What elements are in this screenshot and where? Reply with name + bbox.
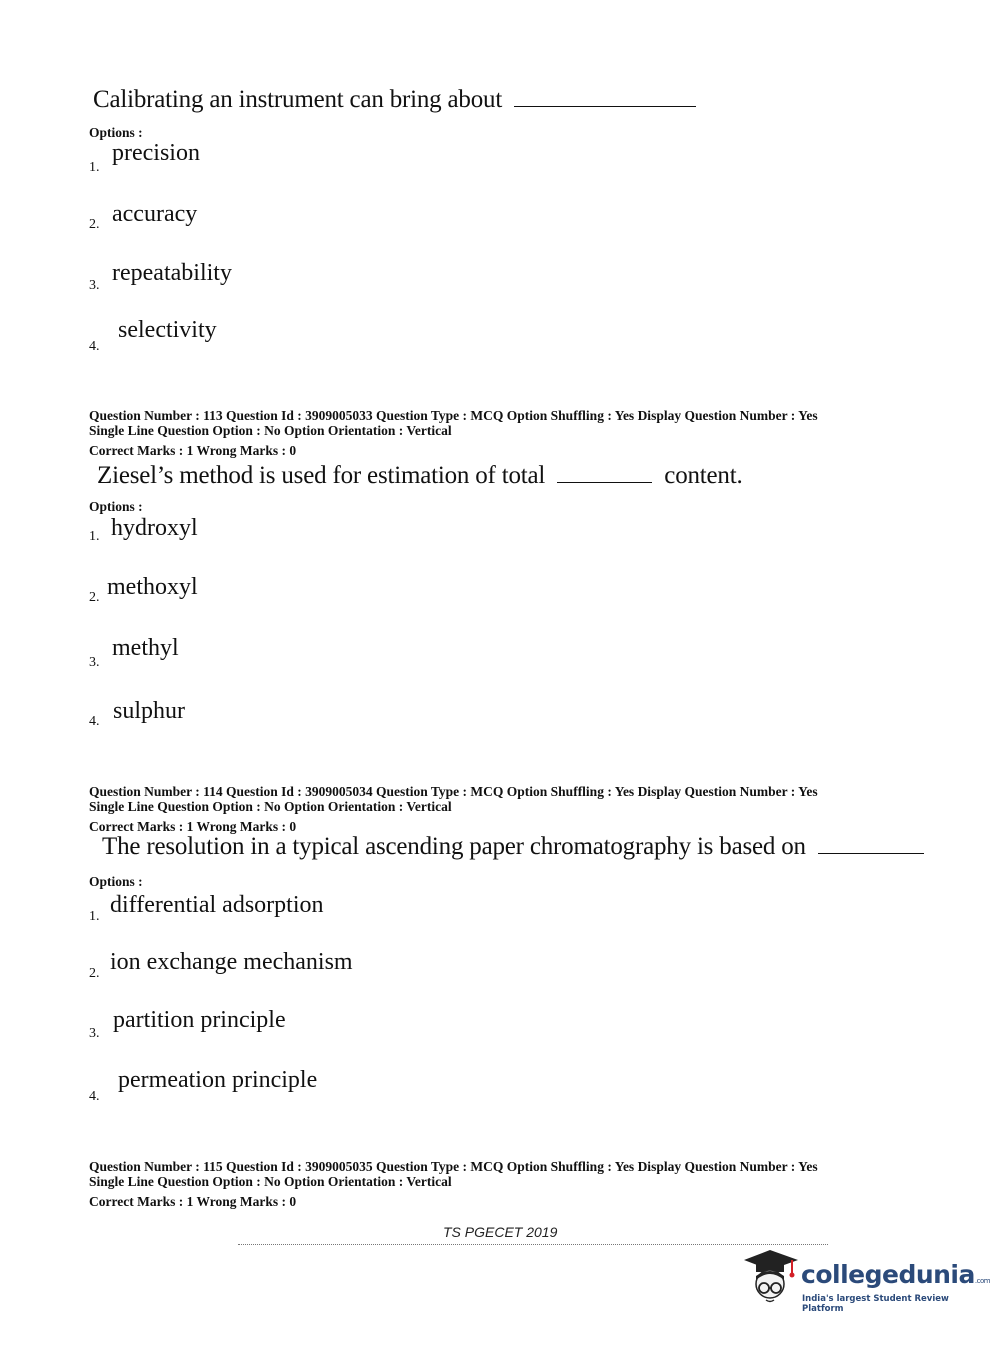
option-number: 2. [89,966,100,981]
option-text: selectivity [118,317,217,343]
option-text: repeatability [112,260,232,286]
option-number: 1. [89,529,100,544]
collegedunia-logo [740,1246,991,1316]
option-text: partition principle [113,1007,286,1033]
option-number: 4. [89,339,100,354]
option-number: 3. [89,1026,100,1041]
question-113-text [97,462,743,490]
option-text: ion exchange mechanism [110,949,353,975]
question-meta-line: Question Number : 113 Question Id : 3909005033 Question Type : MCQ Option Shuffling : Yes Display Question Number : Yes [89,408,818,423]
option-text: hydroxyl [111,515,198,541]
answer-blank [557,481,652,483]
question-115-meta [89,1159,818,1209]
question-113-stem-end: content. [664,462,743,489]
question-meta-line: Single Line Question Option : No Option Orientation : Vertical [89,423,452,438]
marks-line: Correct Marks : 1 Wrong Marks : 0 [89,443,297,458]
option-text: accuracy [112,201,198,227]
option-number: 3. [89,655,100,670]
option-text: permeation principle [118,1067,318,1093]
option-number: 1. [89,909,100,924]
logo-tagline: India's largest Student Review Platform [802,1294,949,1314]
footer-divider [238,1244,828,1245]
options-label: Options : [89,499,143,514]
logo-wordmark [801,1260,990,1289]
question-meta-line: Question Number : 115 Question Id : 3909005035 Question Type : MCQ Option Shuffling : Yes Display Question Number : Yes [89,1159,818,1174]
question-114-meta [89,784,818,834]
option-number: 4. [89,1089,100,1104]
question-meta-line: Single Line Question Option : No Option Orientation : Vertical [89,799,452,814]
question-113-stem: Ziesel’s method is used for estimation of total [97,462,546,489]
option-text: methyl [112,635,179,661]
logo-name: collegedunia [801,1260,975,1289]
logo-suffix: .com [974,1277,991,1285]
question-113-meta [89,408,818,458]
answer-blank [514,105,696,107]
answer-blank [818,852,924,854]
question-meta-line: Single Line Question Option : No Option Orientation : Vertical [89,1174,452,1189]
option-number: 1. [89,160,100,175]
question-meta-line: Question Number : 114 Question Id : 3909005034 Question Type : MCQ Option Shuffling : Yes Display Question Number : Yes [89,784,818,799]
option-text: differential adsorption [110,892,324,918]
question-114-stem: The resolution in a typical ascending paper chromatography is based on [102,833,806,860]
graduate-mascot-icon [740,1246,800,1310]
option-text: precision [112,140,200,166]
question-114-text [102,833,924,861]
option-text: methoxyl [107,574,198,600]
option-number: 2. [89,590,100,605]
options-label: Options : [89,125,143,140]
options-label: Options : [89,874,143,889]
option-number: 2. [89,217,100,232]
option-number: 3. [89,278,100,293]
exam-footer: TS PGECET 2019 [443,1224,558,1240]
question-112-text [93,86,696,114]
marks-line: Correct Marks : 1 Wrong Marks : 0 [89,819,297,834]
option-text: sulphur [113,698,185,724]
question-112-stem: Calibrating an instrument can bring about [93,86,503,113]
option-number: 4. [89,714,100,729]
marks-line: Correct Marks : 1 Wrong Marks : 0 [89,1194,297,1209]
